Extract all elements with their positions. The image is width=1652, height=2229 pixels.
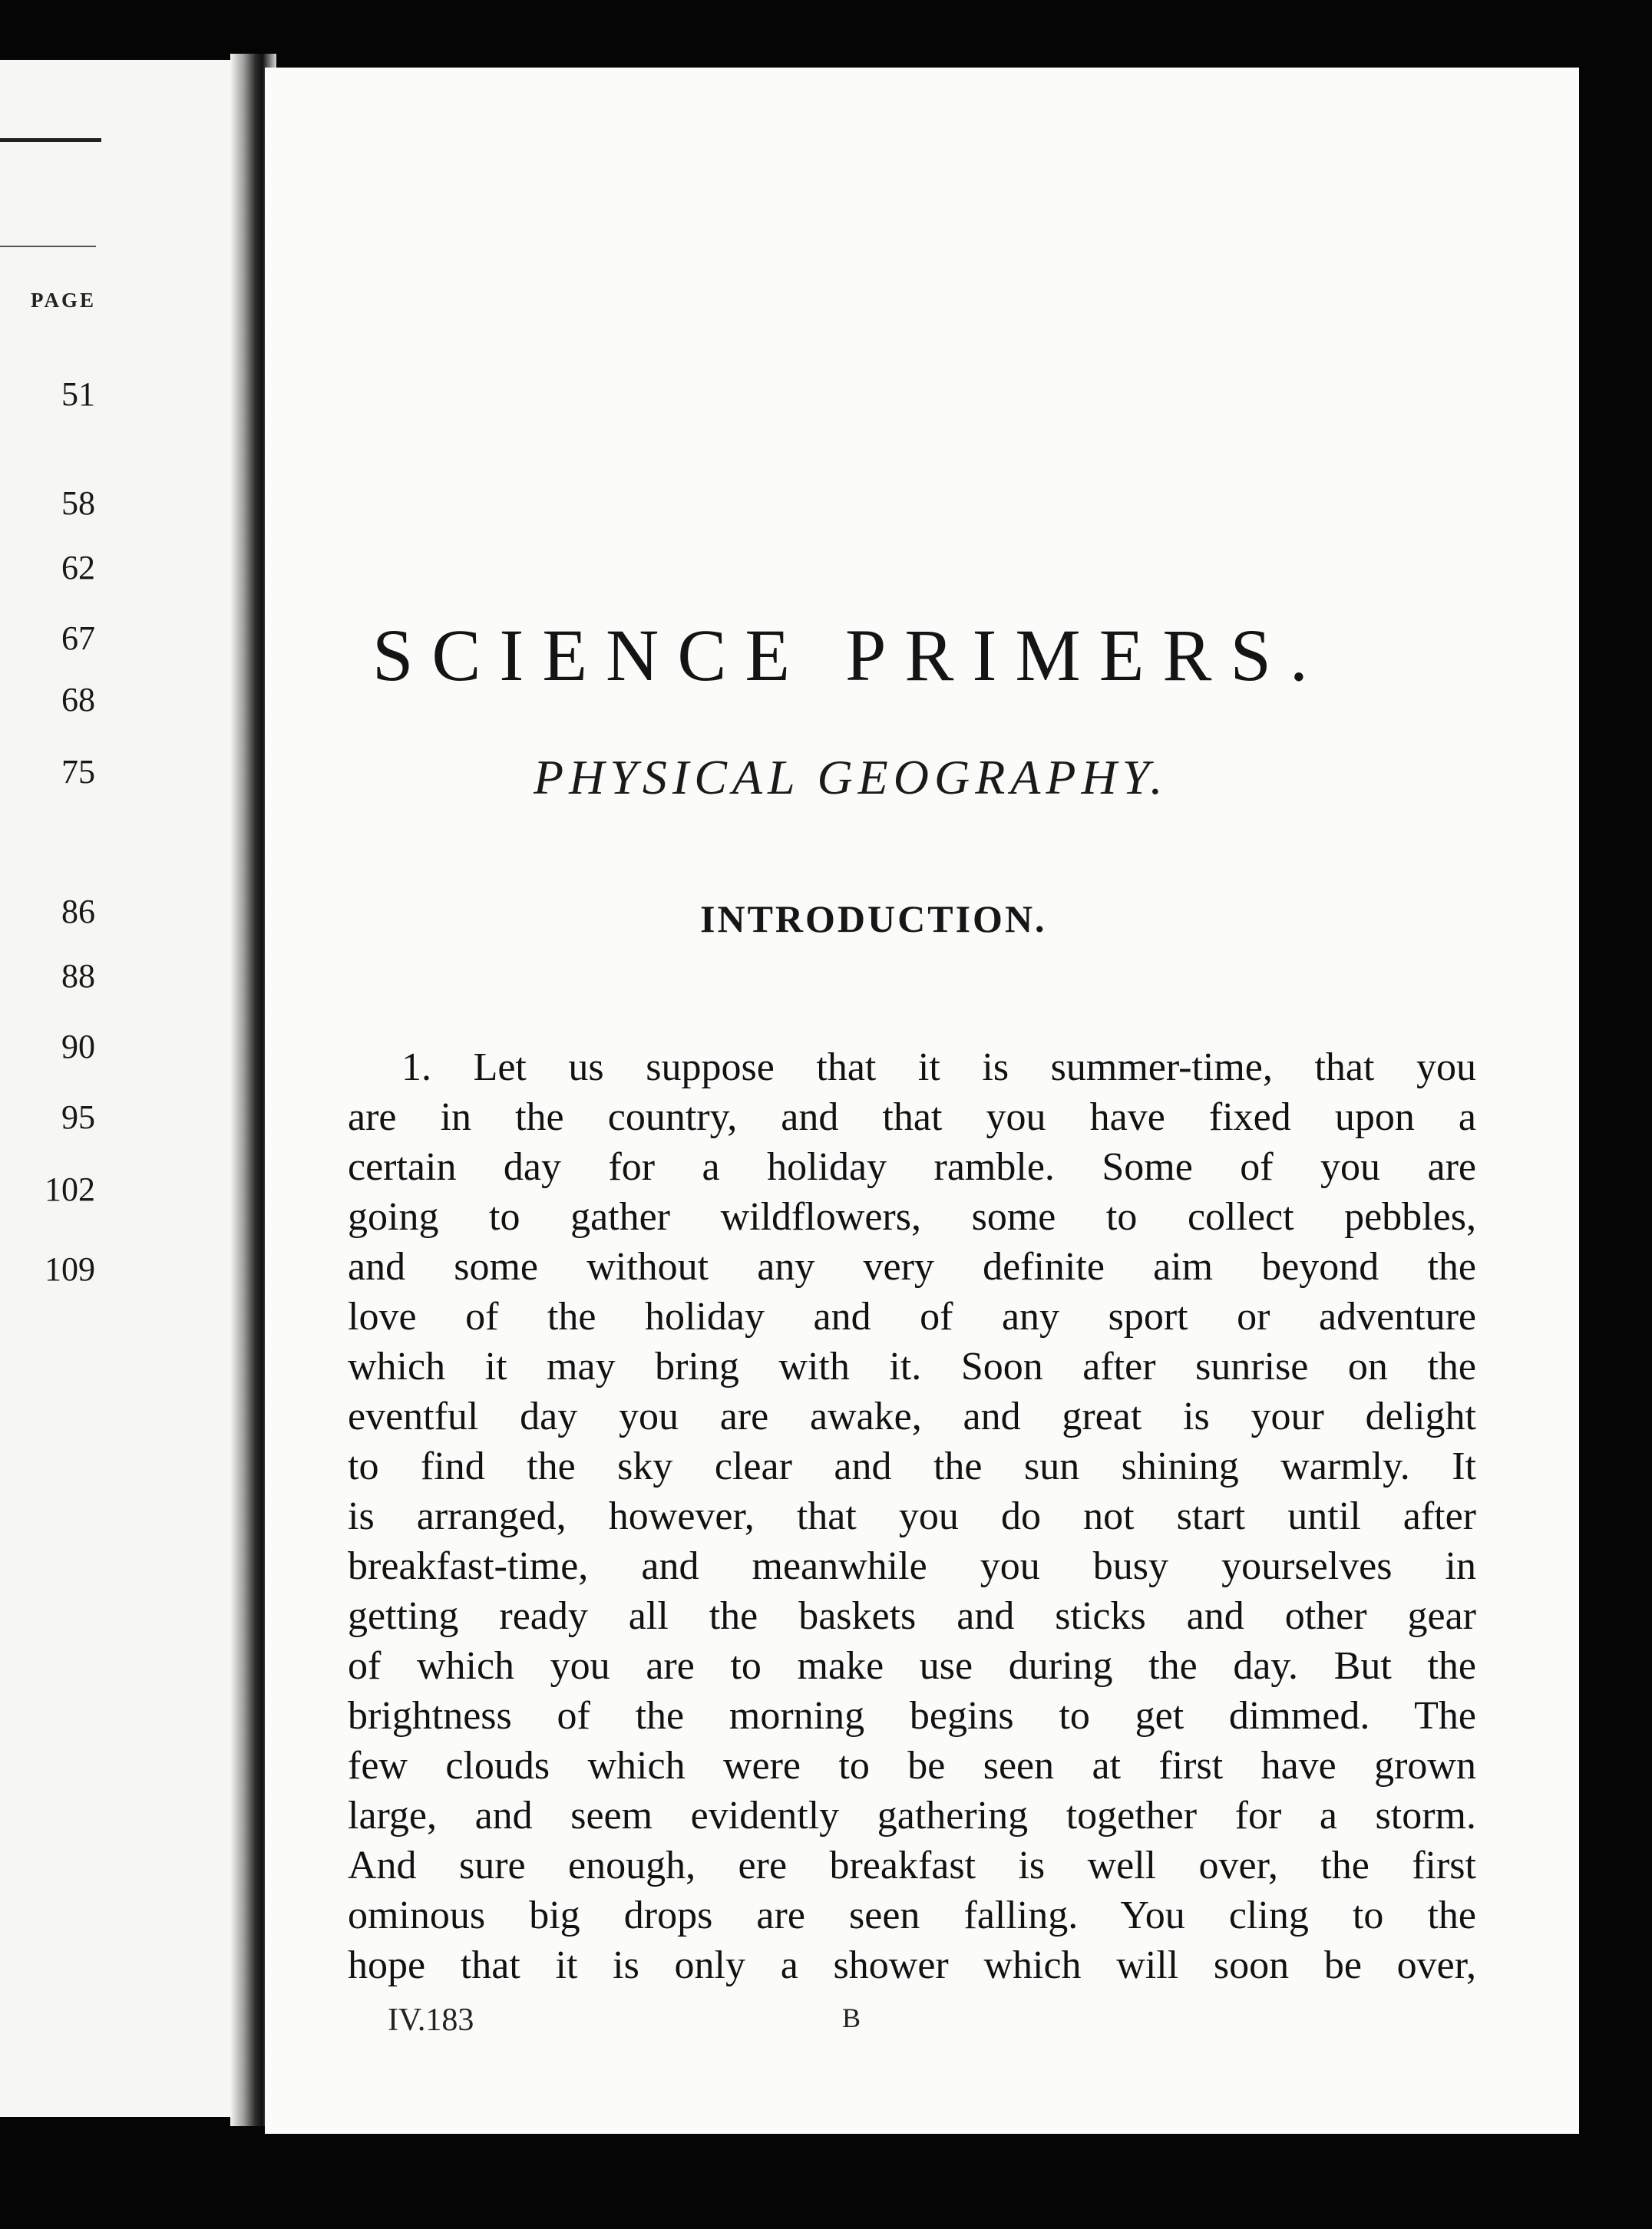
left-page bbox=[0, 60, 244, 2117]
text-line: getting ready all the baskets and sticks and other gear bbox=[348, 1594, 1476, 1638]
text-line: are in the country, and that you have fixed upon a bbox=[348, 1095, 1476, 1139]
text-line: ominous big drops are seen falling. You cling to the bbox=[348, 1894, 1476, 1937]
text-line: breakfast-time, and meanwhile you busy yourselves in bbox=[348, 1544, 1476, 1588]
toc-page-number: 90 bbox=[61, 1028, 95, 1065]
text-line: certain day for a holiday ramble. Some of you are bbox=[348, 1145, 1476, 1189]
toc-page-number: 109 bbox=[45, 1250, 95, 1288]
text-line: hope that it is only a shower which will soon be over, bbox=[348, 1943, 1476, 1987]
text-line: going to gather wildflowers, some to collect pebbles, bbox=[348, 1195, 1476, 1239]
left-page-rule bbox=[0, 246, 96, 247]
text-line: love of the holiday and of any sport or adventure bbox=[348, 1295, 1476, 1339]
text-line: which it may bring with it. Soon after sunrise on the bbox=[348, 1345, 1476, 1389]
book-subtitle: PHYSICAL GEOGRAPHY. bbox=[534, 750, 1168, 804]
text-line: eventful day you are awake, and great is your delight bbox=[348, 1395, 1476, 1438]
toc-page-number: 51 bbox=[61, 375, 95, 413]
text-line: few clouds which were to be seen at first have grown bbox=[348, 1744, 1476, 1788]
text-line: 1. Let us suppose that it is summer-time, that you bbox=[401, 1045, 1476, 1089]
text-line: is arranged, however, that you do not start until after bbox=[348, 1494, 1476, 1538]
toc-page-number: 95 bbox=[61, 1098, 95, 1136]
right-page bbox=[265, 68, 1579, 2134]
toc-page-number: 68 bbox=[61, 681, 95, 718]
gathering-mark: B bbox=[842, 2003, 861, 2033]
text-line: to find the sky clear and the sun shining warmly. It bbox=[348, 1445, 1476, 1488]
toc-page-heading: PAGE bbox=[31, 289, 96, 312]
text-line: and some without any very definite aim beyond the bbox=[348, 1245, 1476, 1289]
left-page-rule bbox=[0, 138, 101, 142]
toc-page-number: 67 bbox=[61, 619, 95, 657]
text-line: large, and seem evidently gathering together for a storm. bbox=[348, 1794, 1476, 1838]
book-title: SCIENCE PRIMERS. bbox=[372, 614, 1327, 696]
toc-page-number: 88 bbox=[61, 957, 95, 995]
section-heading: INTRODUCTION. bbox=[700, 897, 1047, 940]
text-line: brightness of the morning begins to get dimmed. The bbox=[348, 1694, 1476, 1738]
text-line: And sure enough, ere breakfast is well over, the first bbox=[348, 1844, 1476, 1887]
body-paragraph bbox=[348, 1042, 1476, 1990]
toc-page-number: 86 bbox=[61, 893, 95, 930]
toc-page-number: 58 bbox=[61, 484, 95, 522]
signature-mark: IV.183 bbox=[388, 2003, 474, 2038]
toc-page-number: 102 bbox=[45, 1171, 95, 1208]
text-line: of which you are to make use during the day. But the bbox=[348, 1644, 1476, 1688]
toc-page-number: 75 bbox=[61, 753, 95, 791]
toc-page-number: 62 bbox=[61, 549, 95, 586]
